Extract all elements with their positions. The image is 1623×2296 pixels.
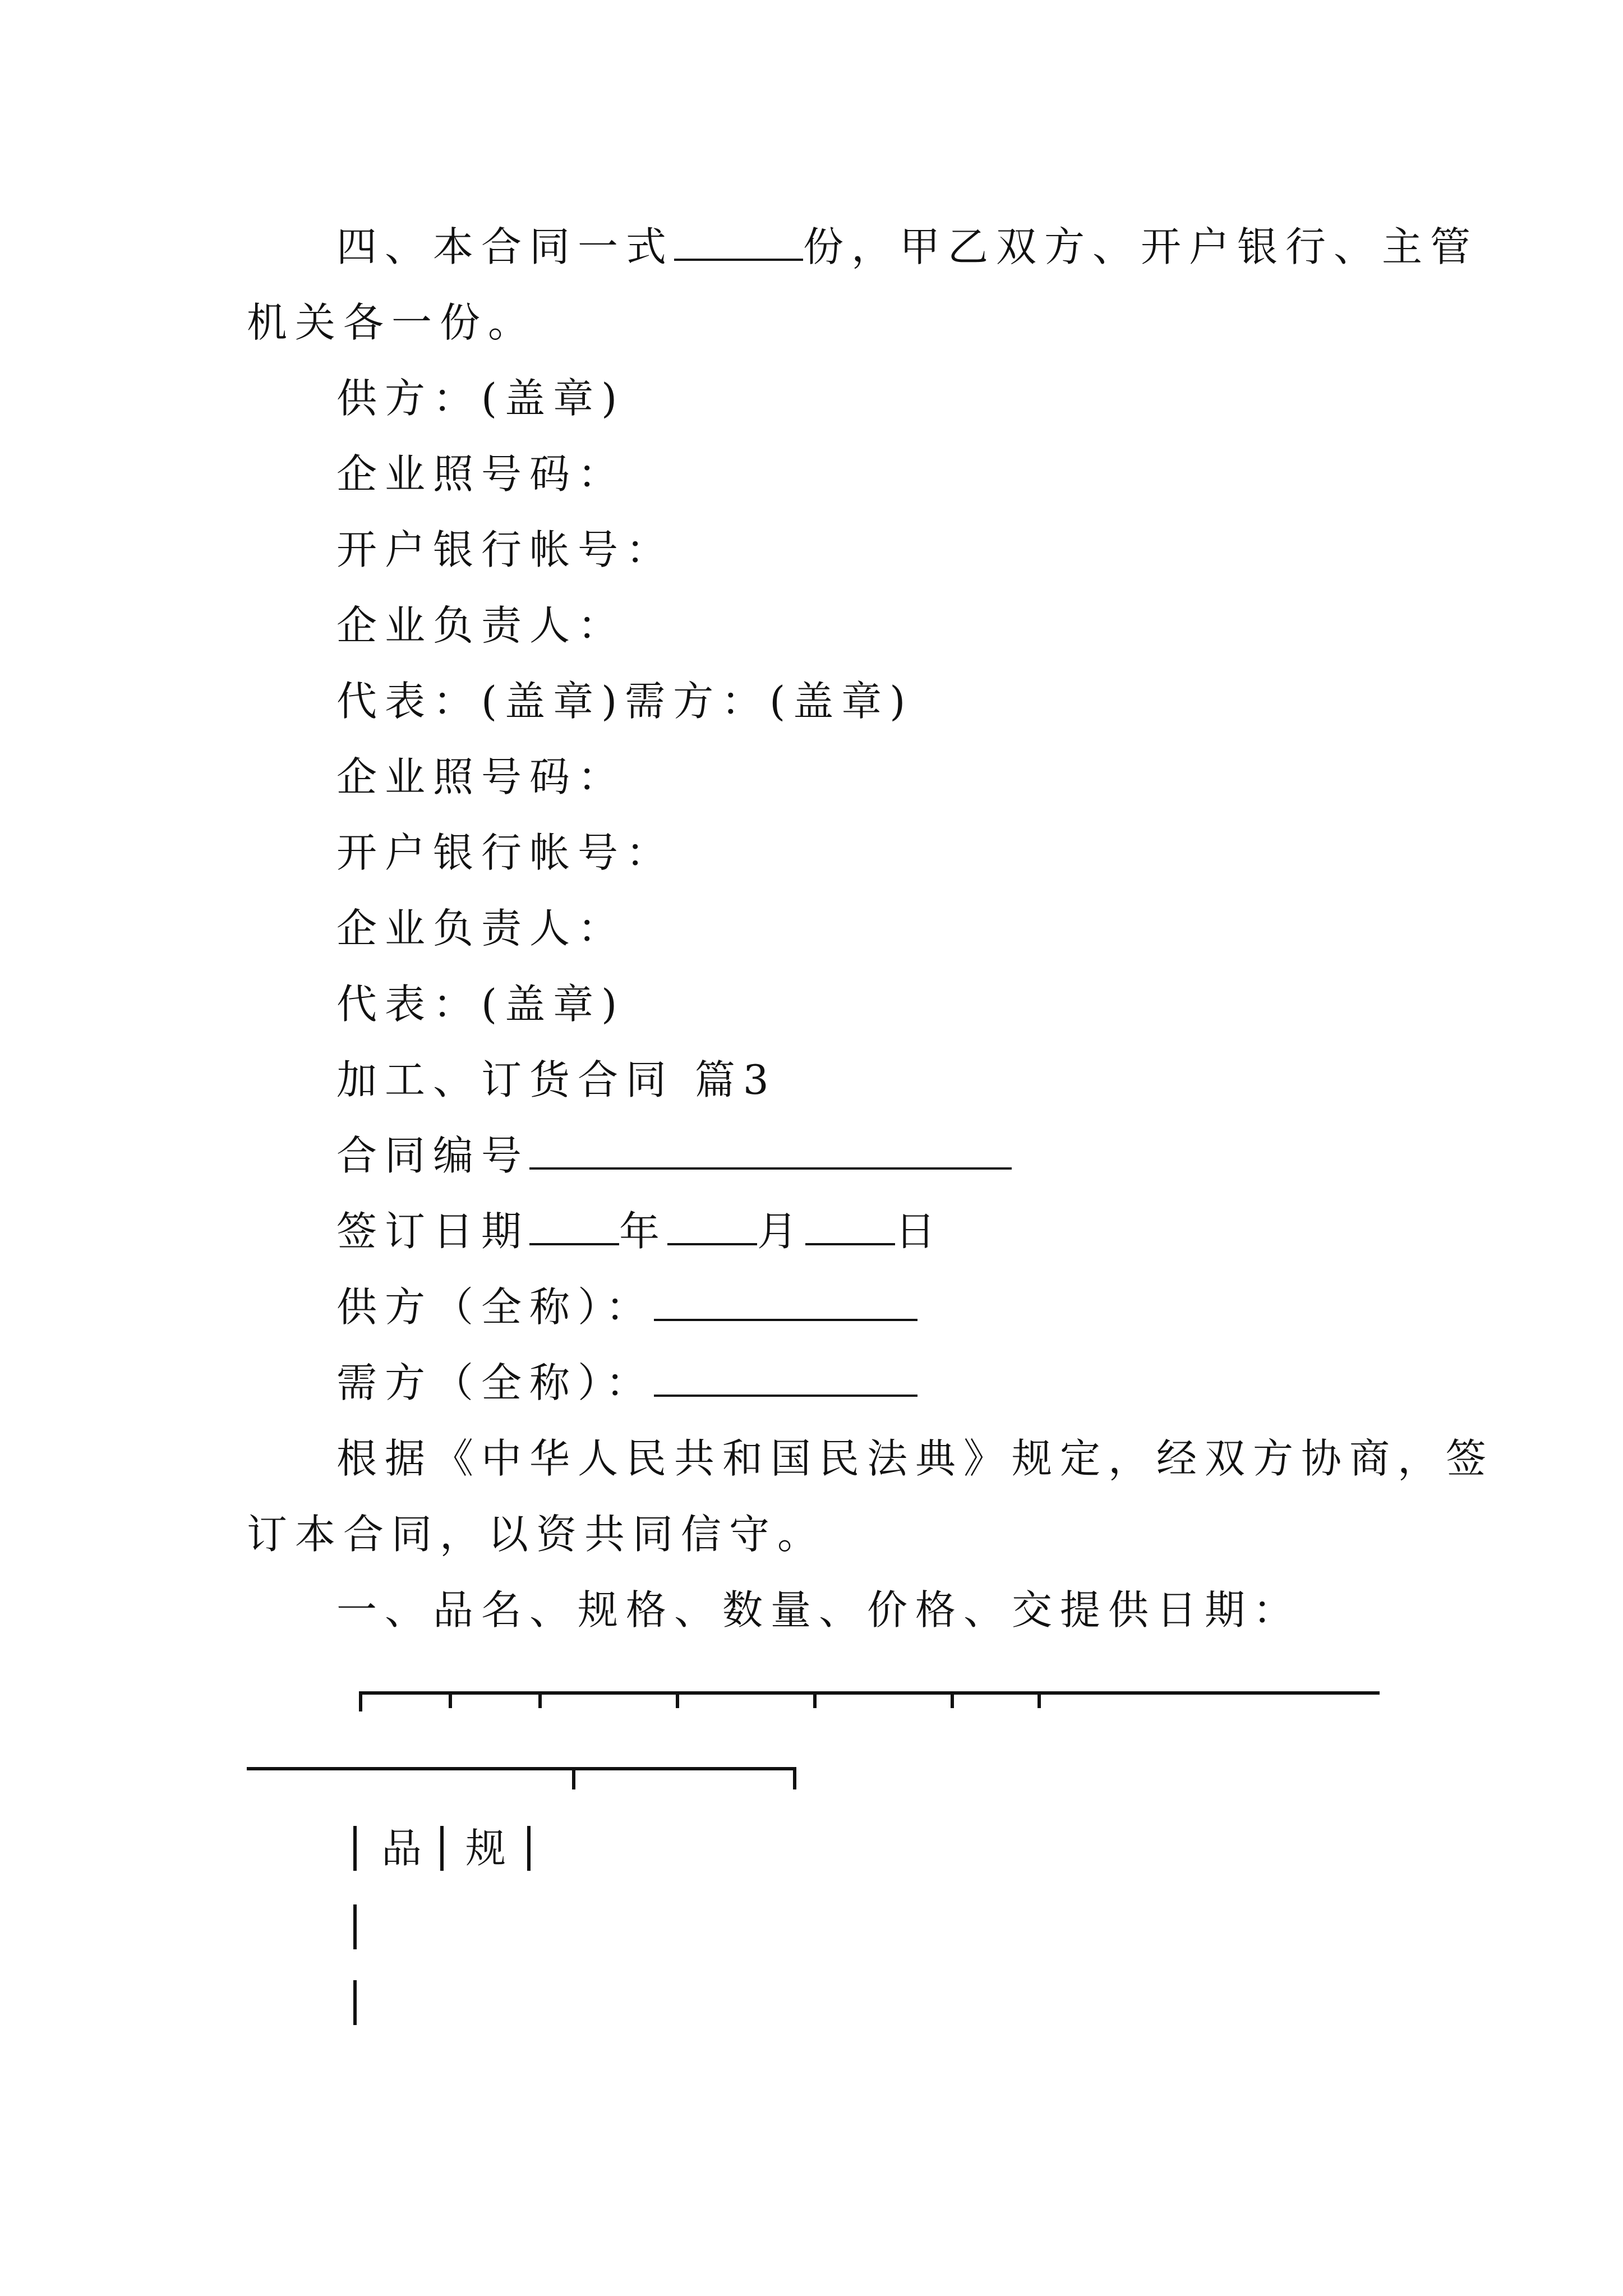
paragraph-basis: 根据《中华人民共和国民法典》规定，经双方协商，签: [336, 1435, 1495, 1482]
supplier-head: 企业负责人：: [336, 602, 626, 649]
table-top-border-cont: [247, 1767, 796, 1770]
table-vline: [527, 1826, 531, 1871]
table-corner-tick: [793, 1767, 796, 1789]
buyer-fullname: 需方（全称）：: [336, 1352, 917, 1414]
supplier-license: 企业照号码：: [336, 450, 626, 498]
contract-number-blank: [529, 1130, 1012, 1170]
buyer-fullname-blank: [654, 1358, 917, 1397]
table-vline: [353, 1826, 357, 1871]
buyer-license: 企业照号码：: [336, 753, 626, 800]
paragraph-copies-cont: 机关各一份。: [247, 299, 537, 346]
table-vline: [353, 1980, 357, 2025]
table-vline: [353, 1904, 357, 1949]
buyer-bank: 开户银行帐号：: [336, 829, 675, 876]
rep-and-buyer-seal: 代表：(盖章)需方：(盖章): [336, 678, 914, 725]
table-header-product: 品: [381, 1825, 430, 1872]
contract-number: 合同编号: [336, 1125, 1012, 1186]
table-corner-tick: [359, 1691, 362, 1711]
supplier-seal: 供方：(盖章): [336, 375, 625, 422]
paragraph-basis-cont: 订本合同，以资共同信守。: [247, 1511, 826, 1558]
month-blank: [667, 1206, 757, 1245]
table-col-tick: [813, 1691, 817, 1708]
year-blank: [529, 1206, 619, 1245]
table-col-tick: [449, 1691, 452, 1708]
buyer-rep: 代表：(盖章): [336, 981, 625, 1028]
supplier-bank: 开户银行帐号：: [336, 526, 675, 573]
table-col-tick: [572, 1767, 575, 1789]
table-col-tick: [538, 1691, 542, 1708]
table-col-tick: [1038, 1691, 1041, 1708]
day-blank: [805, 1206, 895, 1245]
sign-date: 签订日期 年 月 日: [336, 1200, 943, 1262]
table-col-tick: [951, 1691, 954, 1708]
buyer-head: 企业负责人：: [336, 905, 626, 952]
paragraph-copies: 四、本合同一式 份，甲乙双方、开户银行、主管: [336, 216, 1478, 278]
table-col-tick: [676, 1691, 679, 1708]
copies-blank: [674, 222, 803, 261]
supplier-fullname: 供方（全称）：: [336, 1276, 917, 1338]
supplier-fullname-blank: [654, 1282, 917, 1321]
table-top-border: [359, 1691, 1380, 1695]
item-heading: 一、品名、规格、数量、价格、交提供日期：: [336, 1586, 1302, 1634]
section-title: 加工、订货合同 篇3: [336, 1056, 777, 1103]
table-header-spec: 规: [465, 1825, 514, 1872]
table-vline: [440, 1826, 444, 1871]
